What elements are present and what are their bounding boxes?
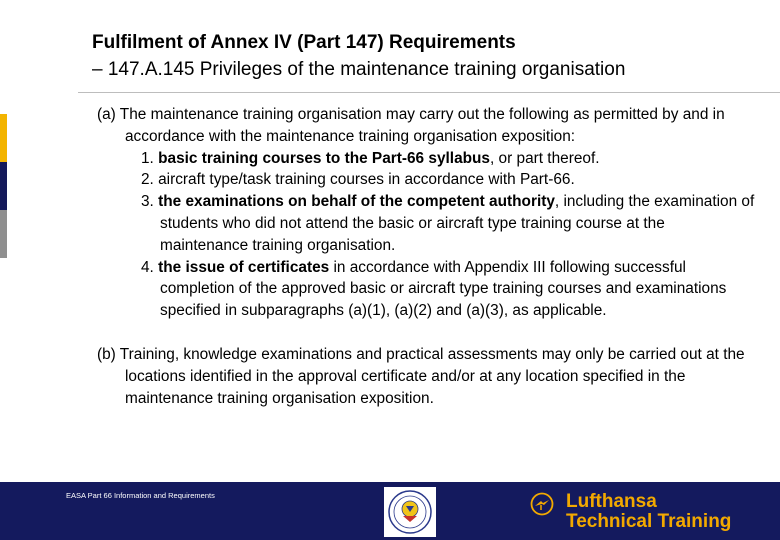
item-text: , including the examination of students who did not attend the basic or aircraft type training course at the maintenance training organisation. (160, 193, 755, 254)
side-stripe-navy (0, 162, 7, 210)
title-divider (78, 92, 780, 93)
brand-line-1: Lufthansa (566, 491, 657, 512)
item-text: aircraft type/task training courses in accordance with Part-66. (158, 171, 575, 189)
list-item (141, 169, 757, 191)
paragraph-b: (b) Training, knowledge examinations and practical assessments may only be carried out at the locations identified in the approval certificate and/or at any location specified in the maintenance training organisation exposition. (97, 345, 745, 407)
item-number: 2. (141, 171, 159, 189)
item-text: in accordance with Appendix III following successful completion of the approved basic or aircraft type training courses and examinations specified in subparagraphs (a)(1), (a)(2) and (a)(3), as applicable. (160, 258, 727, 320)
list-item (141, 148, 757, 170)
item-number: 1. (141, 149, 159, 167)
item-emphasis: the examinations on behalf of the competent authority (158, 193, 555, 211)
list-item (141, 257, 757, 322)
item-emphasis: the issue of certificates (158, 258, 330, 276)
item-number: 3. (141, 193, 159, 211)
footer-caption: EASA Part 66 Information and Requirements (66, 491, 215, 500)
brand-wordmark (566, 492, 731, 532)
emblem-seal-icon (384, 487, 436, 537)
crane-logo-icon (530, 492, 554, 516)
slide-title: Fulfilment of Annex IV (Part 147) Requirements (92, 32, 516, 53)
privileges-list (141, 148, 757, 322)
paragraph-spacer (97, 322, 757, 344)
slide-subtitle: – 147.A.145 Privileges of the maintenance training organisation (92, 59, 626, 80)
paragraph-a: (a) The maintenance training organisation may carry out the following as permitted by and in accordance with the maintenance training organisation exposition: (97, 106, 725, 145)
brand-line-2: Technical Training (566, 511, 732, 532)
footer-bar (0, 482, 780, 540)
item-number: 4. (141, 258, 159, 276)
side-stripe-gray (0, 210, 7, 258)
slide-body (97, 104, 757, 409)
item-text: , or part thereof. (490, 149, 600, 167)
list-item (141, 191, 757, 256)
side-stripe-yellow (0, 114, 7, 162)
item-emphasis: basic training courses to the Part-66 syllabus (158, 149, 490, 167)
